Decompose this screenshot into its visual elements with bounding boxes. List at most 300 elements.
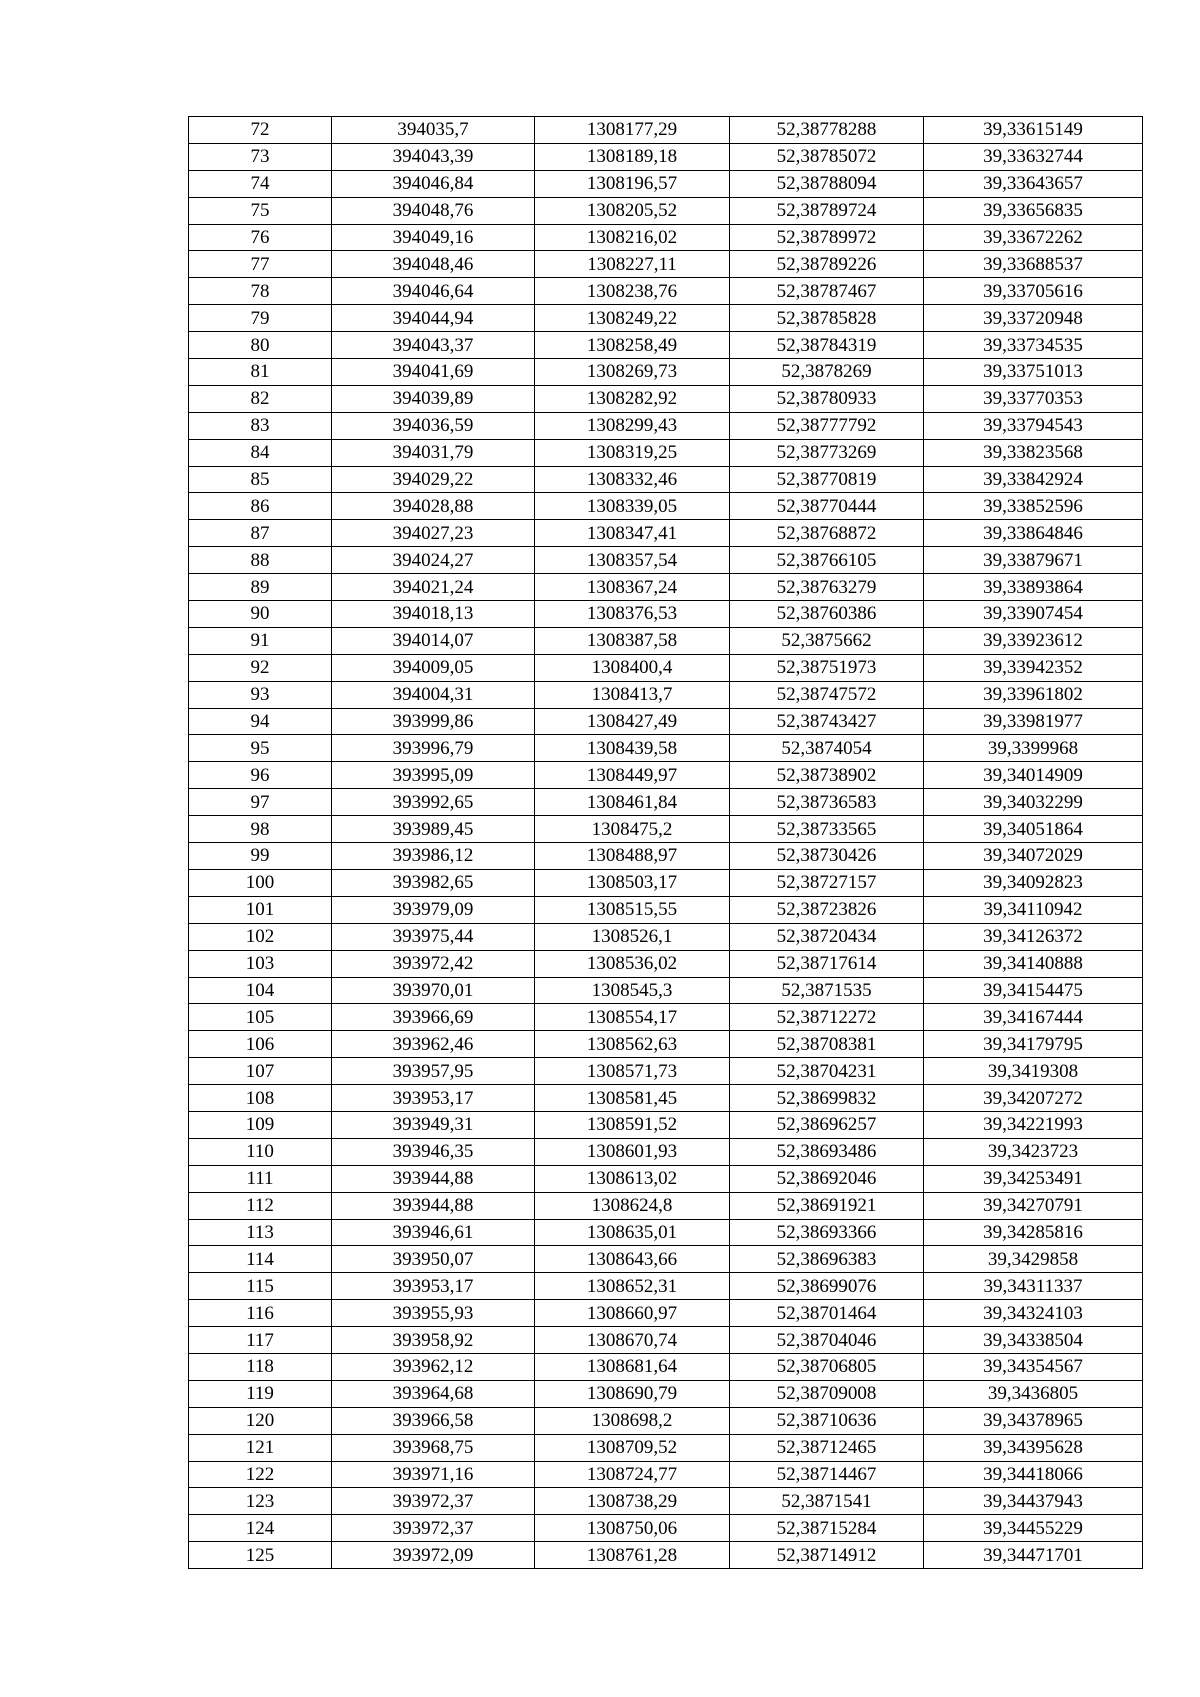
latitude-cell: 52,38701464 xyxy=(730,1300,924,1327)
x-coordinate-cell: 394028,88 xyxy=(332,493,535,520)
latitude-cell: 52,3871535 xyxy=(730,977,924,1004)
point-number-cell: 103 xyxy=(189,950,332,977)
latitude-cell: 52,38714912 xyxy=(730,1542,924,1569)
table-body xyxy=(189,117,1143,1569)
table-row xyxy=(189,385,1143,412)
longitude-cell: 39,34072029 xyxy=(924,843,1143,870)
latitude-cell: 52,38717614 xyxy=(730,950,924,977)
y-coordinate-cell: 1308750,06 xyxy=(535,1515,730,1542)
x-coordinate-cell: 393944,88 xyxy=(332,1192,535,1219)
x-coordinate-cell: 393986,12 xyxy=(332,843,535,870)
x-coordinate-cell: 394031,79 xyxy=(332,439,535,466)
x-coordinate-cell: 393995,09 xyxy=(332,762,535,789)
y-coordinate-cell: 1308475,2 xyxy=(535,816,730,843)
x-coordinate-cell: 393996,79 xyxy=(332,735,535,762)
y-coordinate-cell: 1308427,49 xyxy=(535,708,730,735)
table-row xyxy=(189,1165,1143,1192)
y-coordinate-cell: 1308562,63 xyxy=(535,1031,730,1058)
longitude-cell: 39,33615149 xyxy=(924,117,1143,144)
x-coordinate-cell: 393979,09 xyxy=(332,896,535,923)
table-row xyxy=(189,197,1143,224)
longitude-cell: 39,33961802 xyxy=(924,681,1143,708)
latitude-cell: 52,38712465 xyxy=(730,1434,924,1461)
y-coordinate-cell: 1308413,7 xyxy=(535,681,730,708)
latitude-cell: 52,38760386 xyxy=(730,601,924,628)
longitude-cell: 39,33923612 xyxy=(924,627,1143,654)
point-number-cell: 116 xyxy=(189,1300,332,1327)
latitude-cell: 52,38785828 xyxy=(730,305,924,332)
x-coordinate-cell: 393962,12 xyxy=(332,1353,535,1380)
longitude-cell: 39,3429858 xyxy=(924,1246,1143,1273)
longitude-cell: 39,34471701 xyxy=(924,1542,1143,1569)
longitude-cell: 39,33794543 xyxy=(924,412,1143,439)
x-coordinate-cell: 394041,69 xyxy=(332,359,535,386)
latitude-cell: 52,38715284 xyxy=(730,1515,924,1542)
point-number-cell: 105 xyxy=(189,1004,332,1031)
point-number-cell: 91 xyxy=(189,627,332,654)
point-number-cell: 114 xyxy=(189,1246,332,1273)
x-coordinate-cell: 394048,76 xyxy=(332,197,535,224)
latitude-cell: 52,38720434 xyxy=(730,923,924,950)
x-coordinate-cell: 393946,35 xyxy=(332,1138,535,1165)
longitude-cell: 39,33672262 xyxy=(924,224,1143,251)
point-number-cell: 75 xyxy=(189,197,332,224)
y-coordinate-cell: 1308545,3 xyxy=(535,977,730,1004)
table-row xyxy=(189,1085,1143,1112)
table-row xyxy=(189,305,1143,332)
table-row xyxy=(189,520,1143,547)
x-coordinate-cell: 393950,07 xyxy=(332,1246,535,1273)
y-coordinate-cell: 1308400,4 xyxy=(535,654,730,681)
table-row xyxy=(189,1246,1143,1273)
longitude-cell: 39,3436805 xyxy=(924,1380,1143,1407)
x-coordinate-cell: 393970,01 xyxy=(332,977,535,1004)
table-row xyxy=(189,601,1143,628)
longitude-cell: 39,34455229 xyxy=(924,1515,1143,1542)
y-coordinate-cell: 1308681,64 xyxy=(535,1353,730,1380)
y-coordinate-cell: 1308357,54 xyxy=(535,547,730,574)
y-coordinate-cell: 1308387,58 xyxy=(535,627,730,654)
table-row xyxy=(189,493,1143,520)
y-coordinate-cell: 1308591,52 xyxy=(535,1111,730,1138)
latitude-cell: 52,38789724 xyxy=(730,197,924,224)
x-coordinate-cell: 394048,46 xyxy=(332,251,535,278)
longitude-cell: 39,33643657 xyxy=(924,170,1143,197)
point-number-cell: 76 xyxy=(189,224,332,251)
y-coordinate-cell: 1308581,45 xyxy=(535,1085,730,1112)
longitude-cell: 39,34285816 xyxy=(924,1219,1143,1246)
y-coordinate-cell: 1308439,58 xyxy=(535,735,730,762)
latitude-cell: 52,38736583 xyxy=(730,789,924,816)
point-number-cell: 84 xyxy=(189,439,332,466)
longitude-cell: 39,34395628 xyxy=(924,1434,1143,1461)
x-coordinate-cell: 393964,68 xyxy=(332,1380,535,1407)
latitude-cell: 52,38727157 xyxy=(730,869,924,896)
latitude-cell: 52,38778288 xyxy=(730,117,924,144)
point-number-cell: 118 xyxy=(189,1353,332,1380)
longitude-cell: 39,34032299 xyxy=(924,789,1143,816)
x-coordinate-cell: 393971,16 xyxy=(332,1461,535,1488)
point-number-cell: 97 xyxy=(189,789,332,816)
latitude-cell: 52,38691921 xyxy=(730,1192,924,1219)
longitude-cell: 39,34437943 xyxy=(924,1488,1143,1515)
latitude-cell: 52,38789226 xyxy=(730,251,924,278)
longitude-cell: 39,34378965 xyxy=(924,1407,1143,1434)
x-coordinate-cell: 394009,05 xyxy=(332,654,535,681)
x-coordinate-cell: 393972,42 xyxy=(332,950,535,977)
table-row xyxy=(189,332,1143,359)
point-number-cell: 123 xyxy=(189,1488,332,1515)
y-coordinate-cell: 1308724,77 xyxy=(535,1461,730,1488)
table-row xyxy=(189,1488,1143,1515)
x-coordinate-cell: 394046,84 xyxy=(332,170,535,197)
longitude-cell: 39,34253491 xyxy=(924,1165,1143,1192)
x-coordinate-cell: 394014,07 xyxy=(332,627,535,654)
latitude-cell: 52,38693486 xyxy=(730,1138,924,1165)
y-coordinate-cell: 1308571,73 xyxy=(535,1058,730,1085)
latitude-cell: 52,38712272 xyxy=(730,1004,924,1031)
latitude-cell: 52,38704231 xyxy=(730,1058,924,1085)
x-coordinate-cell: 393975,44 xyxy=(332,923,535,950)
y-coordinate-cell: 1308376,53 xyxy=(535,601,730,628)
y-coordinate-cell: 1308643,66 xyxy=(535,1246,730,1273)
longitude-cell: 39,33770353 xyxy=(924,385,1143,412)
point-number-cell: 72 xyxy=(189,117,332,144)
table-row xyxy=(189,1111,1143,1138)
x-coordinate-cell: 393972,37 xyxy=(332,1515,535,1542)
x-coordinate-cell: 394024,27 xyxy=(332,547,535,574)
table-row xyxy=(189,843,1143,870)
longitude-cell: 39,34207272 xyxy=(924,1085,1143,1112)
x-coordinate-cell: 394036,59 xyxy=(332,412,535,439)
point-number-cell: 108 xyxy=(189,1085,332,1112)
latitude-cell: 52,38696257 xyxy=(730,1111,924,1138)
table-row xyxy=(189,681,1143,708)
table-row xyxy=(189,654,1143,681)
y-coordinate-cell: 1308282,92 xyxy=(535,385,730,412)
x-coordinate-cell: 393944,88 xyxy=(332,1165,535,1192)
table-row xyxy=(189,170,1143,197)
point-number-cell: 78 xyxy=(189,278,332,305)
point-number-cell: 77 xyxy=(189,251,332,278)
table-row xyxy=(189,574,1143,601)
table-row xyxy=(189,708,1143,735)
longitude-cell: 39,34324103 xyxy=(924,1300,1143,1327)
y-coordinate-cell: 1308449,97 xyxy=(535,762,730,789)
x-coordinate-cell: 393992,65 xyxy=(332,789,535,816)
x-coordinate-cell: 393953,17 xyxy=(332,1273,535,1300)
y-coordinate-cell: 1308367,24 xyxy=(535,574,730,601)
point-number-cell: 80 xyxy=(189,332,332,359)
y-coordinate-cell: 1308216,02 xyxy=(535,224,730,251)
x-coordinate-cell: 394043,37 xyxy=(332,332,535,359)
longitude-cell: 39,34014909 xyxy=(924,762,1143,789)
y-coordinate-cell: 1308526,1 xyxy=(535,923,730,950)
longitude-cell: 39,33852596 xyxy=(924,493,1143,520)
table-row xyxy=(189,224,1143,251)
x-coordinate-cell: 393966,69 xyxy=(332,1004,535,1031)
x-coordinate-cell: 394021,24 xyxy=(332,574,535,601)
latitude-cell: 52,38787467 xyxy=(730,278,924,305)
latitude-cell: 52,38763279 xyxy=(730,574,924,601)
latitude-cell: 52,38751973 xyxy=(730,654,924,681)
latitude-cell: 52,38773269 xyxy=(730,439,924,466)
point-number-cell: 87 xyxy=(189,520,332,547)
table-row xyxy=(189,1327,1143,1354)
longitude-cell: 39,33942352 xyxy=(924,654,1143,681)
point-number-cell: 82 xyxy=(189,385,332,412)
longitude-cell: 39,34354567 xyxy=(924,1353,1143,1380)
point-number-cell: 90 xyxy=(189,601,332,628)
point-number-cell: 120 xyxy=(189,1407,332,1434)
y-coordinate-cell: 1308196,57 xyxy=(535,170,730,197)
longitude-cell: 39,34126372 xyxy=(924,923,1143,950)
table-row xyxy=(189,977,1143,1004)
x-coordinate-cell: 393968,75 xyxy=(332,1434,535,1461)
table-row xyxy=(189,412,1143,439)
longitude-cell: 39,3399968 xyxy=(924,735,1143,762)
latitude-cell: 52,38723826 xyxy=(730,896,924,923)
point-number-cell: 110 xyxy=(189,1138,332,1165)
x-coordinate-cell: 394035,7 xyxy=(332,117,535,144)
y-coordinate-cell: 1308601,93 xyxy=(535,1138,730,1165)
table-row xyxy=(189,1300,1143,1327)
latitude-cell: 52,38692046 xyxy=(730,1165,924,1192)
point-number-cell: 106 xyxy=(189,1031,332,1058)
x-coordinate-cell: 394049,16 xyxy=(332,224,535,251)
table-row xyxy=(189,1380,1143,1407)
point-number-cell: 100 xyxy=(189,869,332,896)
point-number-cell: 95 xyxy=(189,735,332,762)
table-row xyxy=(189,439,1143,466)
table-row xyxy=(189,896,1143,923)
table-row xyxy=(189,789,1143,816)
longitude-cell: 39,33688537 xyxy=(924,251,1143,278)
table-row xyxy=(189,1273,1143,1300)
table-row xyxy=(189,1004,1143,1031)
table-row xyxy=(189,359,1143,386)
y-coordinate-cell: 1308319,25 xyxy=(535,439,730,466)
x-coordinate-cell: 394027,23 xyxy=(332,520,535,547)
table-row xyxy=(189,1192,1143,1219)
y-coordinate-cell: 1308205,52 xyxy=(535,197,730,224)
y-coordinate-cell: 1308515,55 xyxy=(535,896,730,923)
point-number-cell: 92 xyxy=(189,654,332,681)
point-number-cell: 115 xyxy=(189,1273,332,1300)
latitude-cell: 52,3875662 xyxy=(730,627,924,654)
point-number-cell: 101 xyxy=(189,896,332,923)
latitude-cell: 52,38696383 xyxy=(730,1246,924,1273)
table-row xyxy=(189,627,1143,654)
y-coordinate-cell: 1308503,17 xyxy=(535,869,730,896)
y-coordinate-cell: 1308709,52 xyxy=(535,1434,730,1461)
latitude-cell: 52,38747572 xyxy=(730,681,924,708)
point-number-cell: 113 xyxy=(189,1219,332,1246)
table-row xyxy=(189,1461,1143,1488)
latitude-cell: 52,38714467 xyxy=(730,1461,924,1488)
y-coordinate-cell: 1308554,17 xyxy=(535,1004,730,1031)
point-number-cell: 85 xyxy=(189,466,332,493)
y-coordinate-cell: 1308269,73 xyxy=(535,359,730,386)
longitude-cell: 39,34270791 xyxy=(924,1192,1143,1219)
y-coordinate-cell: 1308624,8 xyxy=(535,1192,730,1219)
y-coordinate-cell: 1308738,29 xyxy=(535,1488,730,1515)
point-number-cell: 98 xyxy=(189,816,332,843)
longitude-cell: 39,34221993 xyxy=(924,1111,1143,1138)
x-coordinate-cell: 393957,95 xyxy=(332,1058,535,1085)
longitude-cell: 39,34311337 xyxy=(924,1273,1143,1300)
x-coordinate-cell: 393958,92 xyxy=(332,1327,535,1354)
y-coordinate-cell: 1308339,05 xyxy=(535,493,730,520)
x-coordinate-cell: 393989,45 xyxy=(332,816,535,843)
x-coordinate-cell: 393955,93 xyxy=(332,1300,535,1327)
point-number-cell: 96 xyxy=(189,762,332,789)
table-row xyxy=(189,923,1143,950)
x-coordinate-cell: 394044,94 xyxy=(332,305,535,332)
x-coordinate-cell: 393962,46 xyxy=(332,1031,535,1058)
table-row xyxy=(189,117,1143,144)
table-row xyxy=(189,762,1143,789)
longitude-cell: 39,34179795 xyxy=(924,1031,1143,1058)
y-coordinate-cell: 1308461,84 xyxy=(535,789,730,816)
coordinates-table xyxy=(188,116,1143,1569)
y-coordinate-cell: 1308299,43 xyxy=(535,412,730,439)
table-row xyxy=(189,143,1143,170)
point-number-cell: 125 xyxy=(189,1542,332,1569)
y-coordinate-cell: 1308698,2 xyxy=(535,1407,730,1434)
x-coordinate-cell: 394039,89 xyxy=(332,385,535,412)
table-row xyxy=(189,1515,1143,1542)
point-number-cell: 86 xyxy=(189,493,332,520)
latitude-cell: 52,38780933 xyxy=(730,385,924,412)
x-coordinate-cell: 393953,17 xyxy=(332,1085,535,1112)
point-number-cell: 102 xyxy=(189,923,332,950)
point-number-cell: 117 xyxy=(189,1327,332,1354)
table-row xyxy=(189,735,1143,762)
x-coordinate-cell: 393966,58 xyxy=(332,1407,535,1434)
table-row xyxy=(189,1031,1143,1058)
y-coordinate-cell: 1308690,79 xyxy=(535,1380,730,1407)
y-coordinate-cell: 1308347,41 xyxy=(535,520,730,547)
point-number-cell: 104 xyxy=(189,977,332,1004)
latitude-cell: 52,38706805 xyxy=(730,1353,924,1380)
table-row xyxy=(189,816,1143,843)
latitude-cell: 52,38738902 xyxy=(730,762,924,789)
y-coordinate-cell: 1308177,29 xyxy=(535,117,730,144)
longitude-cell: 39,34167444 xyxy=(924,1004,1143,1031)
y-coordinate-cell: 1308613,02 xyxy=(535,1165,730,1192)
y-coordinate-cell: 1308249,22 xyxy=(535,305,730,332)
point-number-cell: 73 xyxy=(189,143,332,170)
latitude-cell: 52,38770819 xyxy=(730,466,924,493)
longitude-cell: 39,3419308 xyxy=(924,1058,1143,1085)
longitude-cell: 39,33864846 xyxy=(924,520,1143,547)
latitude-cell: 52,38733565 xyxy=(730,816,924,843)
latitude-cell: 52,38699832 xyxy=(730,1085,924,1112)
longitude-cell: 39,34092823 xyxy=(924,869,1143,896)
point-number-cell: 99 xyxy=(189,843,332,870)
y-coordinate-cell: 1308488,97 xyxy=(535,843,730,870)
table-row xyxy=(189,1434,1143,1461)
x-coordinate-cell: 394004,31 xyxy=(332,681,535,708)
x-coordinate-cell: 393999,86 xyxy=(332,708,535,735)
point-number-cell: 109 xyxy=(189,1111,332,1138)
longitude-cell: 39,34338504 xyxy=(924,1327,1143,1354)
point-number-cell: 121 xyxy=(189,1434,332,1461)
table-row xyxy=(189,1353,1143,1380)
point-number-cell: 93 xyxy=(189,681,332,708)
x-coordinate-cell: 394046,64 xyxy=(332,278,535,305)
longitude-cell: 39,34140888 xyxy=(924,950,1143,977)
longitude-cell: 39,34051864 xyxy=(924,816,1143,843)
y-coordinate-cell: 1308652,31 xyxy=(535,1273,730,1300)
latitude-cell: 52,38788094 xyxy=(730,170,924,197)
point-number-cell: 122 xyxy=(189,1461,332,1488)
y-coordinate-cell: 1308258,49 xyxy=(535,332,730,359)
longitude-cell: 39,33751013 xyxy=(924,359,1143,386)
longitude-cell: 39,34110942 xyxy=(924,896,1143,923)
table-row xyxy=(189,1138,1143,1165)
x-coordinate-cell: 393982,65 xyxy=(332,869,535,896)
y-coordinate-cell: 1308189,18 xyxy=(535,143,730,170)
point-number-cell: 119 xyxy=(189,1380,332,1407)
table-row xyxy=(189,1407,1143,1434)
y-coordinate-cell: 1308660,97 xyxy=(535,1300,730,1327)
point-number-cell: 94 xyxy=(189,708,332,735)
point-number-cell: 88 xyxy=(189,547,332,574)
point-number-cell: 107 xyxy=(189,1058,332,1085)
longitude-cell: 39,34154475 xyxy=(924,977,1143,1004)
x-coordinate-cell: 394029,22 xyxy=(332,466,535,493)
latitude-cell: 52,38789972 xyxy=(730,224,924,251)
longitude-cell: 39,3423723 xyxy=(924,1138,1143,1165)
y-coordinate-cell: 1308238,76 xyxy=(535,278,730,305)
latitude-cell: 52,38693366 xyxy=(730,1219,924,1246)
table-row xyxy=(189,1219,1143,1246)
longitude-cell: 39,33842924 xyxy=(924,466,1143,493)
y-coordinate-cell: 1308635,01 xyxy=(535,1219,730,1246)
longitude-cell: 39,33823568 xyxy=(924,439,1143,466)
longitude-cell: 39,33893864 xyxy=(924,574,1143,601)
longitude-cell: 39,33907454 xyxy=(924,601,1143,628)
x-coordinate-cell: 393972,09 xyxy=(332,1542,535,1569)
latitude-cell: 52,38777792 xyxy=(730,412,924,439)
longitude-cell: 39,33734535 xyxy=(924,332,1143,359)
table-row xyxy=(189,869,1143,896)
latitude-cell: 52,3874054 xyxy=(730,735,924,762)
latitude-cell: 52,38766105 xyxy=(730,547,924,574)
x-coordinate-cell: 393949,31 xyxy=(332,1111,535,1138)
longitude-cell: 39,33981977 xyxy=(924,708,1143,735)
table-row xyxy=(189,950,1143,977)
table-row xyxy=(189,1542,1143,1569)
y-coordinate-cell: 1308332,46 xyxy=(535,466,730,493)
longitude-cell: 39,34418066 xyxy=(924,1461,1143,1488)
point-number-cell: 124 xyxy=(189,1515,332,1542)
longitude-cell: 39,33879671 xyxy=(924,547,1143,574)
point-number-cell: 79 xyxy=(189,305,332,332)
longitude-cell: 39,33720948 xyxy=(924,305,1143,332)
x-coordinate-cell: 393946,61 xyxy=(332,1219,535,1246)
point-number-cell: 74 xyxy=(189,170,332,197)
longitude-cell: 39,33656835 xyxy=(924,197,1143,224)
latitude-cell: 52,38770444 xyxy=(730,493,924,520)
point-number-cell: 81 xyxy=(189,359,332,386)
latitude-cell: 52,3871541 xyxy=(730,1488,924,1515)
latitude-cell: 52,38785072 xyxy=(730,143,924,170)
longitude-cell: 39,33632744 xyxy=(924,143,1143,170)
x-coordinate-cell: 393972,37 xyxy=(332,1488,535,1515)
